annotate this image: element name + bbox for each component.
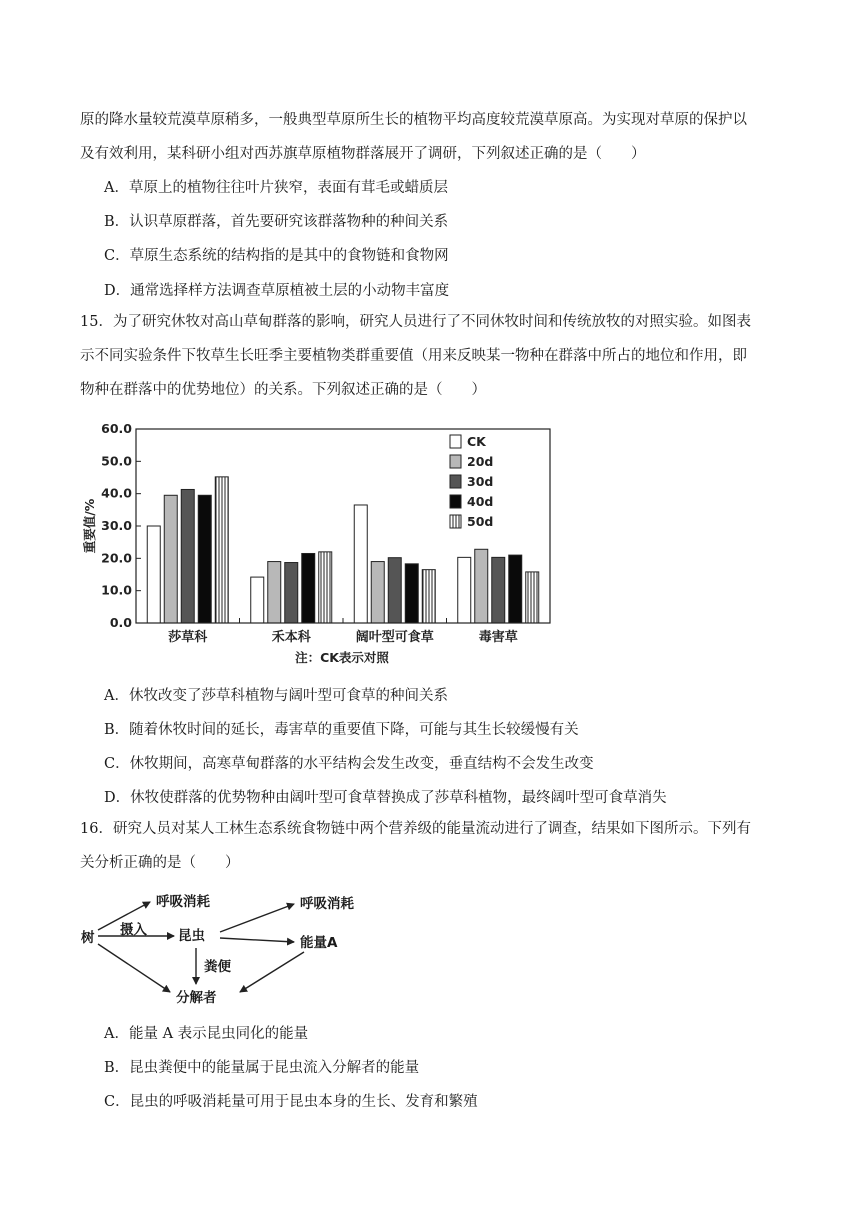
legend-swatch <box>450 515 461 528</box>
legend-label: 20d <box>467 454 494 469</box>
y-axis-label: 重要值/% <box>82 498 97 554</box>
legend-swatch <box>450 475 461 488</box>
bar-40d-1 <box>302 553 315 623</box>
bar-40d-2 <box>405 564 418 623</box>
y-tick-label: 30.0 <box>101 518 132 533</box>
x-category-label: 莎草科 <box>168 630 208 645</box>
q16-option-b: B．昆虫粪便中的能量属于昆虫流入分解者的能量 <box>104 1060 420 1076</box>
y-tick-label: 50.0 <box>101 453 132 469</box>
q14-stem-line-2: 及有效利用，某科研小组对西苏旗草原植物群落展开了调研，下列叙述正确的是（ ） <box>80 146 646 162</box>
bar-20d-2 <box>371 562 384 623</box>
bar-CK-1 <box>251 577 264 623</box>
bar-30d-3 <box>492 557 505 623</box>
bar-50d-0 <box>215 477 228 623</box>
x-category-label: 禾本科 <box>271 630 311 645</box>
bar-20d-0 <box>164 495 177 623</box>
q16-option-a: A．能量 A 表示昆虫同化的能量 <box>104 1026 309 1042</box>
node-insect: 昆虫 <box>178 928 205 944</box>
bar-40d-3 <box>509 555 522 623</box>
q14-stem-line-1: 原的降水量较荒漠草原稍多，一般典型草原所生长的植物平均高度较荒漠草原高。为实现对草原的保护以 <box>80 112 747 128</box>
node-energy-a: 能量A <box>300 935 338 951</box>
arrow-insect-to-respiration <box>220 904 294 932</box>
bar-CK-0 <box>147 526 160 623</box>
bar-20d-1 <box>268 562 281 623</box>
q15-option-c: C．休牧期间，高寒草甸群落的水平结构会发生改变，垂直结构不会发生改变 <box>104 756 594 772</box>
q15-option-d: D．休牧使群落的优势物种由阔叶型可食草替换成了莎草科植物，最终阔叶型可食草消失 <box>104 790 667 806</box>
bar-30d-2 <box>388 558 401 623</box>
node-decomposer: 分解者 <box>176 990 217 1006</box>
bar-30d-1 <box>285 563 298 623</box>
q14-option-c: C．草原生态系统的结构指的是其中的食物链和食物网 <box>104 248 449 264</box>
y-tick-label: 0.0 <box>109 615 132 630</box>
x-category-label: 毒害草 <box>478 630 518 645</box>
node-respiration-1: 呼吸消耗 <box>156 894 210 910</box>
arrow-energy-a-to-decomposer <box>240 952 304 992</box>
arrow-tree-to-decomposer <box>98 944 170 992</box>
q14-option-d: D．通常选择样方法调查草原植被土层的小动物丰富度 <box>104 283 450 299</box>
y-tick-label: 60.0 <box>101 421 132 436</box>
q15-stem-line-1: 15．为了研究休牧对高山草甸群落的影响，研究人员进行了不同休牧时间和传统放牧的对照实验。如图表 <box>80 314 751 330</box>
legend-label: CK <box>467 434 486 449</box>
node-respiration-2: 呼吸消耗 <box>300 896 354 912</box>
bar-20d-3 <box>475 549 488 623</box>
bar-chart <box>80 418 560 668</box>
bar-50d-3 <box>526 572 539 623</box>
y-tick-label: 40.0 <box>101 485 132 501</box>
q14-option-a: A．草原上的植物往往叶片狭窄，表面有茸毛或蜡质层 <box>104 180 448 196</box>
q15-stem-line-2: 示不同实验条件下牧草生长旺季主要植物类群重要值（用来反映某一物种在群落中所占的地位和作用，即 <box>80 348 747 364</box>
label-intake: 摄入 <box>120 922 147 938</box>
q16-stem-line-1: 16．研究人员对某人工林生态系统食物链中两个营养级的能量流动进行了调查，结果如下图所示。下列有 <box>80 821 751 837</box>
legend-label: 50d <box>467 514 494 529</box>
q14-option-b: B．认识草原群落，首先要研究该群落物种的种间关系 <box>104 214 449 230</box>
bar-CK-2 <box>354 505 367 623</box>
node-tree: 树 <box>81 930 95 946</box>
legend-swatch <box>450 495 461 508</box>
label-feces: 粪便 <box>204 959 231 975</box>
energy-flow-diagram <box>78 888 378 1012</box>
bar-40d-0 <box>198 495 211 623</box>
y-tick-label: 10.0 <box>101 582 132 598</box>
q15-option-b: B．随着休牧时间的延长，毒害草的重要值下降，可能与其生长较缓慢有关 <box>104 722 579 738</box>
bar-CK-3 <box>458 557 471 623</box>
x-category-label: 阔叶型可食草 <box>355 630 434 645</box>
y-tick-label: 20.0 <box>101 550 132 566</box>
chart-note: 注：CK表示对照 <box>295 650 389 665</box>
bar-50d-2 <box>422 570 435 623</box>
q16-option-c: C．昆虫的呼吸消耗量可用于昆虫本身的生长、发育和繁殖 <box>104 1094 478 1110</box>
q16-stem-line-2: 关分析正确的是（ ） <box>80 855 240 871</box>
bar-30d-0 <box>181 489 194 623</box>
arrow-insect-to-energy-a <box>220 938 294 942</box>
legend-label: 30d <box>467 474 494 489</box>
legend-swatch <box>450 435 461 448</box>
q15-stem-line-3: 物种在群落中的优势地位）的关系。下列叙述正确的是（ ） <box>80 382 486 398</box>
legend-swatch <box>450 455 461 468</box>
q15-option-a: A．休牧改变了莎草科植物与阔叶型可食草的种间关系 <box>104 688 448 704</box>
legend-label: 40d <box>467 494 494 509</box>
chart-plot <box>101 421 539 645</box>
bar-50d-1 <box>319 552 332 623</box>
